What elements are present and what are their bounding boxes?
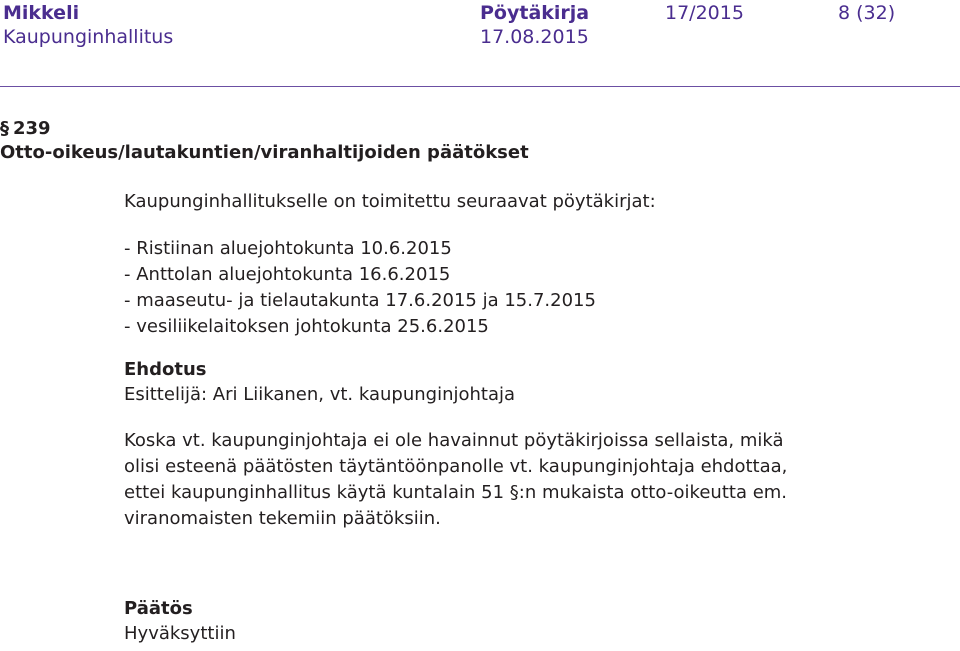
decision-heading: Päätös [124,598,193,619]
paragraph-line: viranomaisten tekemiin päätöksiin. [124,508,441,529]
proposal-heading: Ehdotus [124,359,207,380]
list-item: - Ristiinan aluejohtokunta 10.6.2015 [124,238,452,259]
header-doc-type: Pöytäkirja [480,2,590,24]
header-body: Kaupunginhallitus [3,26,174,48]
reasoning-paragraph [124,429,904,533]
section-title: Otto-oikeus/lautakuntien/viranhaltijoiden päätökset [0,142,529,163]
minutes-list [124,237,596,341]
header-city: Mikkeli [3,2,80,24]
section-number-line [0,118,51,140]
presenter-text: Esittelijä: Ari Liikanen, vt. kaupunginjohtaja [124,384,516,405]
list-item: - maaseutu- ja tielautakunta 17.6.2015 ja 15.7.2015 [124,290,596,311]
header-number: 17/2015 [665,2,744,24]
header-divider [0,86,960,87]
paragraph-line: ettei kaupunginhallitus käytä kuntalain 51 §:n mukaista otto-oikeutta em. [124,482,788,503]
header-page: 8 (32) [838,2,896,24]
section-mark: § [0,118,9,139]
list-item: - vesiliikelaitoksen johtokunta 25.6.2015 [124,316,489,337]
document-header [0,0,960,90]
decision-text: Hyväksyttiin [124,623,236,644]
section-number: 239 [13,118,51,139]
intro-text: Kaupunginhallitukselle on toimitettu seuraavat pöytäkirjat: [124,191,656,212]
paragraph-line: olisi esteenä päätösten täytäntöönpanolle vt. kaupunginjohtaja ehdottaa, [124,456,788,477]
header-date: 17.08.2015 [480,26,589,48]
list-item: - Anttolan aluejohtokunta 16.6.2015 [124,264,451,285]
paragraph-line: Koska vt. kaupunginjohtaja ei ole havainnut pöytäkirjoissa sellaista, mikä [124,430,784,451]
